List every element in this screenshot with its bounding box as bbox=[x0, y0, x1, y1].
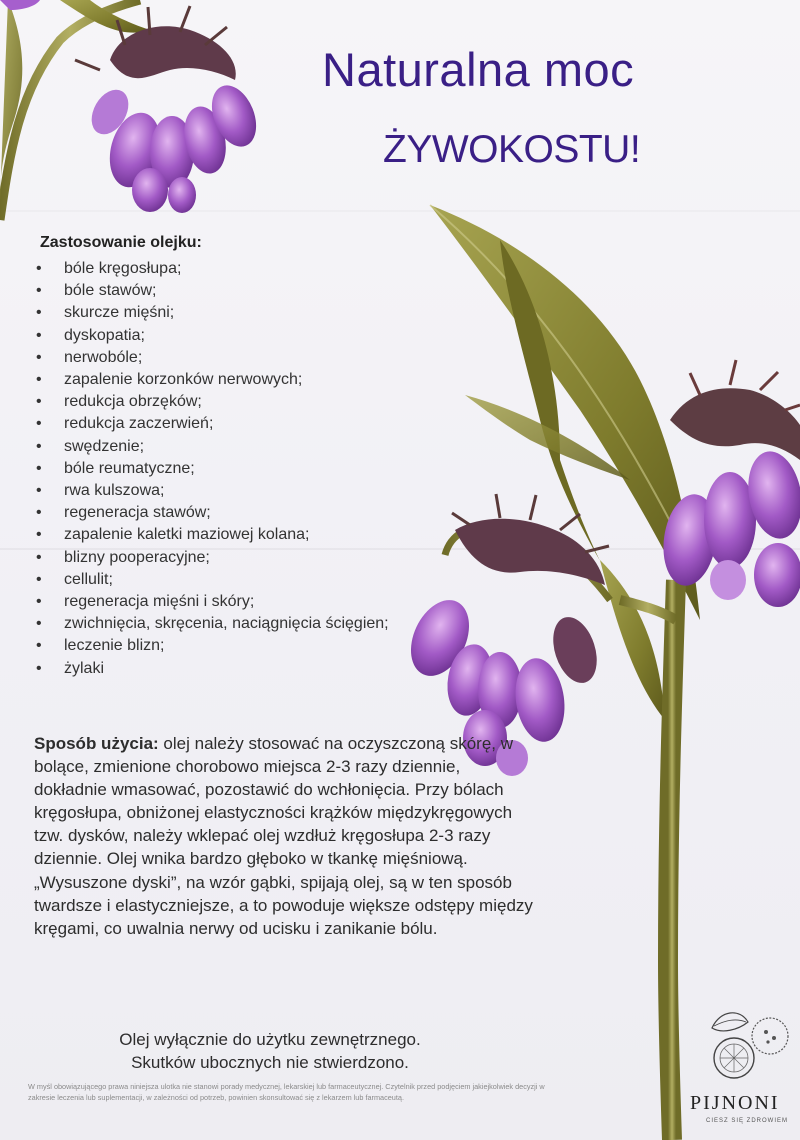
list-item: • zwichnięcia, skręcenia, naciągnięcia ścięgien; bbox=[36, 613, 416, 635]
bullet-icon: • bbox=[36, 615, 42, 633]
list-item: • skurcze mięśni; bbox=[36, 302, 416, 324]
bullet-icon: • bbox=[36, 659, 42, 677]
list-item: • rwa kulszowa; bbox=[36, 480, 416, 502]
bullet-icon: • bbox=[36, 637, 42, 655]
page-title: Naturalna moc bbox=[322, 43, 635, 96]
usage-heading: Zastosowanie olejku: bbox=[40, 234, 202, 251]
list-item: • zapalenie korzonków nerwowych; bbox=[36, 369, 416, 391]
method-text: olej należy stosować na oczyszczoną skórę, w bolące, zmienione chorobowo miejsca 2-3 razy dziennie, dokładnie wmasować, pozostawić do wchłonięcia. Przy bólach kręgosłupa, obniżonej elastyczności krążków międzykręgowych tzw. dysków, należy wklepać olej wzdłuż kręgosłupa 2-3 razy dziennie. Olej wnika bardzo głęboko w tkankę mięśniową. „Wysuszone dyski”, na wzór gąbki, spijają olej, są w ten sposób twardsze i elastyczniejsze, a to powoduje większe odstępy między kręgami, co uwalnia nerwy od ucisku i zanikanie bólu. bbox=[34, 734, 533, 938]
list-item: • nerwobóle; bbox=[36, 347, 416, 369]
list-item: • dyskopatia; bbox=[36, 325, 416, 347]
bullet-icon: • bbox=[36, 326, 42, 344]
bullet-icon: • bbox=[36, 437, 42, 455]
method-heading: Sposób użycia: bbox=[34, 734, 159, 753]
list-item: • redukcja zaczerwień; bbox=[36, 413, 416, 435]
list-item: • zapalenie kaletki maziowej kolana; bbox=[36, 524, 416, 546]
bullet-icon: • bbox=[36, 371, 42, 389]
bullet-icon: • bbox=[36, 348, 42, 366]
list-item: • cellulit; bbox=[36, 569, 416, 591]
list-item: • bóle stawów; bbox=[36, 280, 416, 302]
usage-list bbox=[36, 258, 416, 680]
comfrey-flower-right bbox=[658, 360, 800, 607]
list-item: • bóle kręgosłupa; bbox=[36, 258, 416, 280]
bullet-icon: • bbox=[36, 548, 42, 566]
bullet-icon: • bbox=[36, 593, 42, 611]
brand-slogan: CIESZ SIĘ ZDROWIEM bbox=[706, 1118, 789, 1124]
list-item: • żylaki bbox=[36, 658, 416, 680]
list-item: • regeneracja mięśni i skóry; bbox=[36, 591, 416, 613]
bullet-icon: • bbox=[36, 260, 42, 277]
bullet-icon: • bbox=[36, 504, 42, 522]
bullet-icon: • bbox=[36, 482, 42, 500]
bullet-icon: • bbox=[36, 415, 42, 433]
list-item: • swędzenie; bbox=[36, 436, 416, 458]
external-use-line: Olej wyłącznie do użytku zewnętrznego. bbox=[119, 1030, 421, 1049]
page-subtitle: ŻYWOKOSTU! bbox=[383, 128, 641, 171]
list-item: • redukcja obrzęków; bbox=[36, 391, 416, 413]
comfrey-stem bbox=[668, 580, 676, 1140]
bullet-icon: • bbox=[36, 282, 42, 300]
side-effects-line: Skutków ubocznych nie stwierdzono. bbox=[131, 1053, 409, 1072]
list-item: • blizny pooperacyjne; bbox=[36, 547, 416, 569]
bullet-icon: • bbox=[36, 526, 42, 544]
external-use-note bbox=[60, 1028, 480, 1074]
citrus-leaf-logo-icon bbox=[706, 1006, 796, 1086]
bullet-icon: • bbox=[36, 393, 42, 411]
list-item: • leczenie blizn; bbox=[36, 635, 416, 657]
bullet-icon: • bbox=[36, 304, 42, 322]
bullet-icon: • bbox=[36, 570, 42, 588]
brand-name: PIJNONI bbox=[690, 1092, 780, 1114]
comfrey-flower-top-left bbox=[0, 0, 265, 220]
list-item: • bóle reumatyczne; bbox=[36, 458, 416, 480]
method-paragraph bbox=[34, 732, 534, 940]
list-item: • regeneracja stawów; bbox=[36, 502, 416, 524]
bullet-icon: • bbox=[36, 459, 42, 477]
legal-disclaimer: W myśl obowiązującego prawa niniejsza ulotka nie stanowi porady medycznej, lekarskiej lub farmaceutycznej. Czytelnik przed podjęciem jakiejkolwiek decyzji w zakresie leczenia lub suplementacji, w zależności od potrzeb, powinien skonsultować się z lekarzem lub farmaceutą. bbox=[28, 1082, 545, 1102]
